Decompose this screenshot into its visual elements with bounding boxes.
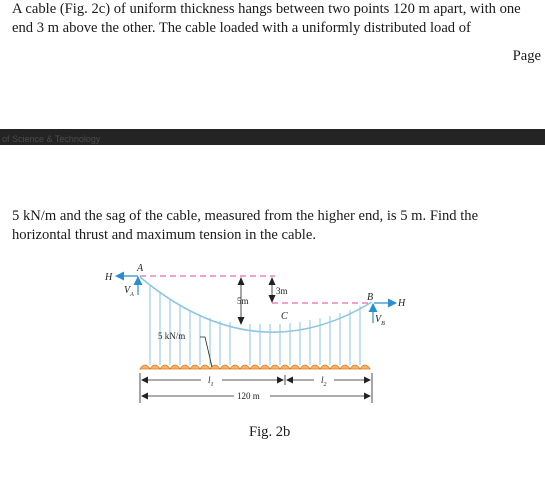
label-point-c: C [281,311,288,322]
rise-arrow-up [269,277,276,285]
label-vb: $V_B$ [375,314,385,327]
problem-paragraph-1: A cable (Fig. 2c) of uniform thickness hangs between two points 120 m apart, with one end 3 m above the other. The cable loaded with a uniformly distributed load of [12,1,521,36]
sag-arrow-up [238,277,245,285]
label-sag: 5m [237,296,249,306]
page-label: Page [512,48,541,64]
label-h-left: H [105,272,113,283]
label-span: 120 m [237,391,260,401]
hanger-lines [150,285,360,365]
label-point-a: A [137,263,144,274]
problem-paragraph-2: 5 kN/m and the sag of the cable, measured from the higher end, is 5 m. Find the horizontal thrust and maximum tension in the cable. [12,208,479,243]
figure-caption: Fig. 2b [249,424,291,440]
distributed-load-hatch [140,365,370,369]
banner-text: of Science & Technology [2,134,101,144]
label-load: 5 kN/m [158,331,186,341]
rise-arrow-down [269,295,276,303]
label-rise: 3m [276,286,288,296]
dark-banner [0,129,545,145]
label-l2: $l_2$ [321,375,327,388]
label-va: $V_A$ [124,285,134,298]
label-l1: $l_1$ [208,375,214,388]
cable-figure [0,255,545,423]
label-point-b: B [367,292,374,303]
sag-arrow-down [238,317,245,325]
cable-curve [140,277,372,332]
label-h-right: H [398,298,406,309]
